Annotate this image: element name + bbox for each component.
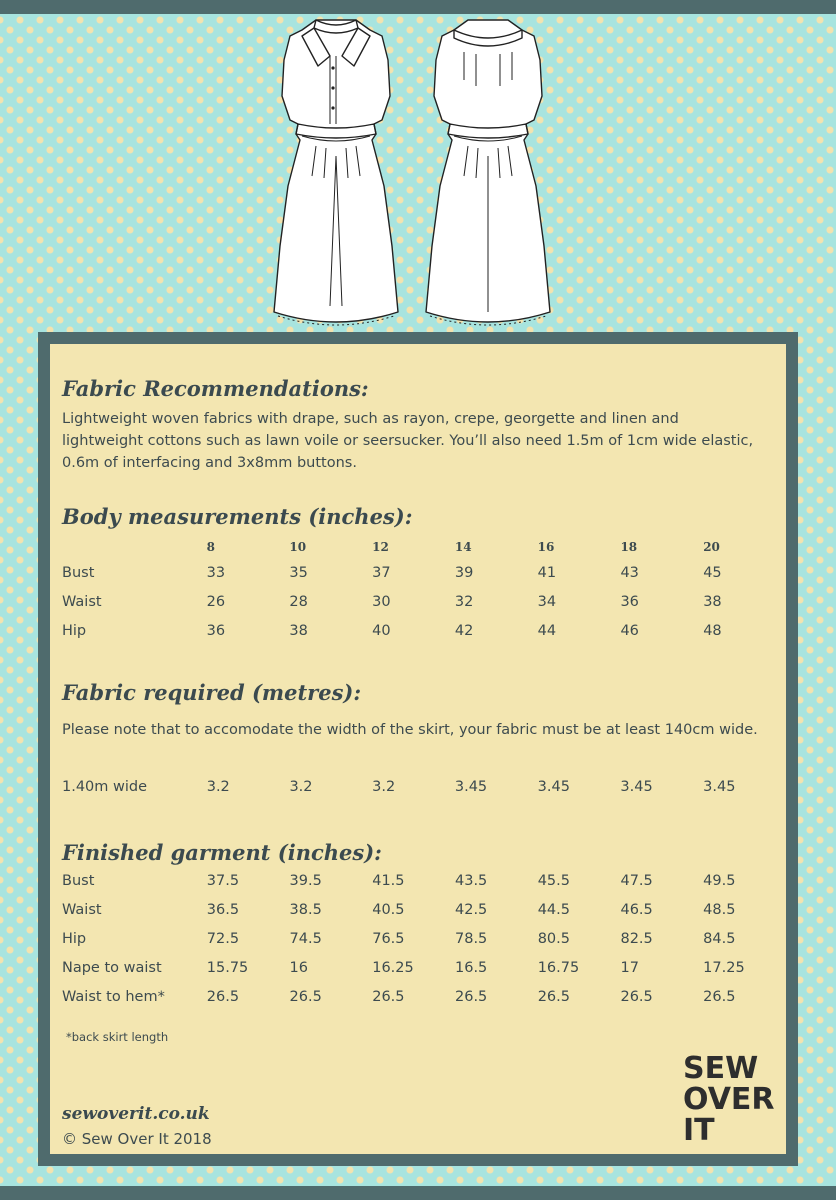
- table-cell: 84.5: [703, 930, 736, 947]
- table-cell: 42.5: [455, 901, 488, 918]
- table-cell: 40.5: [372, 901, 405, 918]
- table-cell: 37.5: [206, 872, 240, 889]
- table-cell: 17.25: [703, 959, 745, 976]
- table-cell: 17: [620, 959, 639, 976]
- table-cell: 3.2: [206, 779, 230, 795]
- logo-line: IT: [683, 1113, 715, 1148]
- table-cell: 3.45: [620, 779, 653, 795]
- table-cell: 35: [289, 564, 308, 581]
- finished-garment-table: [62, 866, 786, 1011]
- table-cell: 28: [289, 593, 308, 610]
- table-cell: 45: [703, 564, 722, 581]
- table-cell: 76.5: [372, 930, 405, 947]
- table-cell: 26.5: [703, 988, 736, 1005]
- table-cell: 36: [206, 622, 226, 639]
- dress-back-illustration: [424, 16, 552, 328]
- table-cell: 38.5: [289, 901, 322, 918]
- size-header: 14: [454, 540, 472, 554]
- table-row: [62, 982, 786, 1011]
- table-row: [62, 558, 786, 587]
- table-row: [62, 953, 786, 982]
- table-cell: 16.25: [372, 959, 414, 976]
- table-cell: 41.5: [372, 872, 405, 889]
- table-cell: 41: [537, 564, 557, 581]
- size-header: 20: [703, 540, 720, 554]
- top-border: [0, 0, 836, 14]
- size-header: 12: [372, 540, 389, 554]
- table-cell: 39.5: [289, 872, 322, 889]
- copyright-text: © Sew Over It 2018: [62, 1130, 212, 1148]
- row-label: Waist: [62, 593, 102, 610]
- table-cell: 3.2: [372, 779, 396, 795]
- table-row: [62, 924, 786, 953]
- finished-garment-heading: Finished garment (inches):: [62, 840, 382, 865]
- table-cell: 26.5: [455, 988, 488, 1005]
- table-cell: 26.5: [537, 988, 570, 1005]
- table-cell: 43: [620, 564, 639, 581]
- table-cell: 44.5: [537, 901, 570, 918]
- row-label: Bust: [62, 564, 95, 581]
- bottom-border: [0, 1186, 836, 1200]
- table-cell: 42: [454, 622, 474, 639]
- table-cell: 72.5: [206, 930, 240, 947]
- table-row: [62, 616, 786, 645]
- table-cell: 26.5: [372, 988, 405, 1005]
- table-cell: 26.5: [620, 988, 653, 1005]
- table-cell: 16.75: [537, 959, 580, 976]
- table-cell: 37: [372, 564, 391, 581]
- body-measurements-heading: Body measurements (inches):: [62, 504, 413, 529]
- size-header: 8: [206, 540, 215, 554]
- table-cell: 74.5: [289, 930, 322, 947]
- table-cell: 26.5: [206, 988, 240, 1005]
- sew-over-it-logo: [683, 1053, 783, 1146]
- table-cell: 26: [206, 593, 226, 610]
- row-label: Waist: [62, 901, 102, 918]
- table-cell: 38: [703, 593, 722, 610]
- table-cell: 30: [372, 593, 391, 610]
- table-cell: 33: [206, 564, 226, 581]
- row-label: Nape to waist: [62, 959, 162, 976]
- table-cell: 49.5: [703, 872, 736, 889]
- table-cell: 78.5: [455, 930, 488, 947]
- fabric-recommendations-heading: Fabric Recommendations:: [62, 376, 369, 401]
- fabric-recommendations-text: Lightweight woven fabrics with drape, such as rayon, crepe, georgette and linen and lightweight cottons such as lawn voile or seersucker. You’ll also need 1.5m of 1cm wide elastic, 0.6m of interfacing and 3x8mm buttons.: [62, 411, 754, 471]
- table-cell: 16.5: [455, 959, 488, 976]
- table-cell: 48.5: [703, 901, 736, 918]
- size-header-blank: [62, 536, 207, 558]
- table-cell: 36.5: [206, 901, 240, 918]
- size-header: 18: [620, 540, 638, 554]
- row-label: 1.40m wide: [62, 779, 148, 795]
- table-cell: 32: [454, 593, 474, 610]
- fabric-required-heading: Fabric required (metres):: [62, 680, 362, 705]
- table-row: [62, 773, 786, 801]
- row-label: Hip: [62, 622, 87, 639]
- table-cell: 40: [372, 622, 391, 639]
- table-cell: 45.5: [537, 872, 570, 889]
- table-cell: 3.45: [454, 779, 488, 795]
- table-cell: 46: [620, 622, 639, 639]
- table-cell: 3.2: [289, 779, 313, 795]
- size-header: 10: [289, 540, 307, 554]
- table-cell: 47.5: [620, 872, 653, 889]
- row-label: Hip: [62, 930, 87, 947]
- logo-line: SEW: [683, 1051, 759, 1086]
- table-cell: 46.5: [620, 901, 653, 918]
- dress-front-illustration: [272, 16, 400, 328]
- row-label: Waist to hem*: [62, 988, 165, 1005]
- fabric-required-table: [62, 773, 786, 801]
- table-cell: 3.45: [703, 779, 736, 795]
- table-cell: 16: [289, 959, 308, 976]
- table-cell: 34: [537, 593, 557, 610]
- table-row: [62, 895, 786, 924]
- table-row: [62, 866, 786, 895]
- row-label: Bust: [62, 872, 95, 889]
- fabric-required-note: Please note that to accomodate the width of the skirt, your fabric must be at least 140cm wide.: [62, 722, 758, 738]
- table-cell: 3.45: [537, 779, 570, 795]
- size-header: 16: [537, 540, 555, 554]
- table-cell: 44: [537, 622, 557, 639]
- table-row: [62, 587, 786, 616]
- table-cell: 15.75: [206, 959, 249, 976]
- table-cell: 38: [289, 622, 308, 639]
- info-panel: [38, 332, 798, 1166]
- size-header-row: [62, 536, 786, 558]
- body-measurements-table: [62, 536, 786, 645]
- table-cell: 43.5: [455, 872, 488, 889]
- table-cell: 48: [703, 622, 722, 639]
- table-cell: 39: [454, 564, 474, 581]
- website-link[interactable]: sewoverit.co.uk: [62, 1104, 210, 1124]
- table-cell: 80.5: [537, 930, 570, 947]
- table-cell: 36: [620, 593, 639, 610]
- logo-line: OVER: [683, 1082, 775, 1117]
- table-cell: 82.5: [620, 930, 653, 947]
- back-skirt-length-footnote: *back skirt length: [66, 1030, 169, 1044]
- table-cell: 26.5: [289, 988, 322, 1005]
